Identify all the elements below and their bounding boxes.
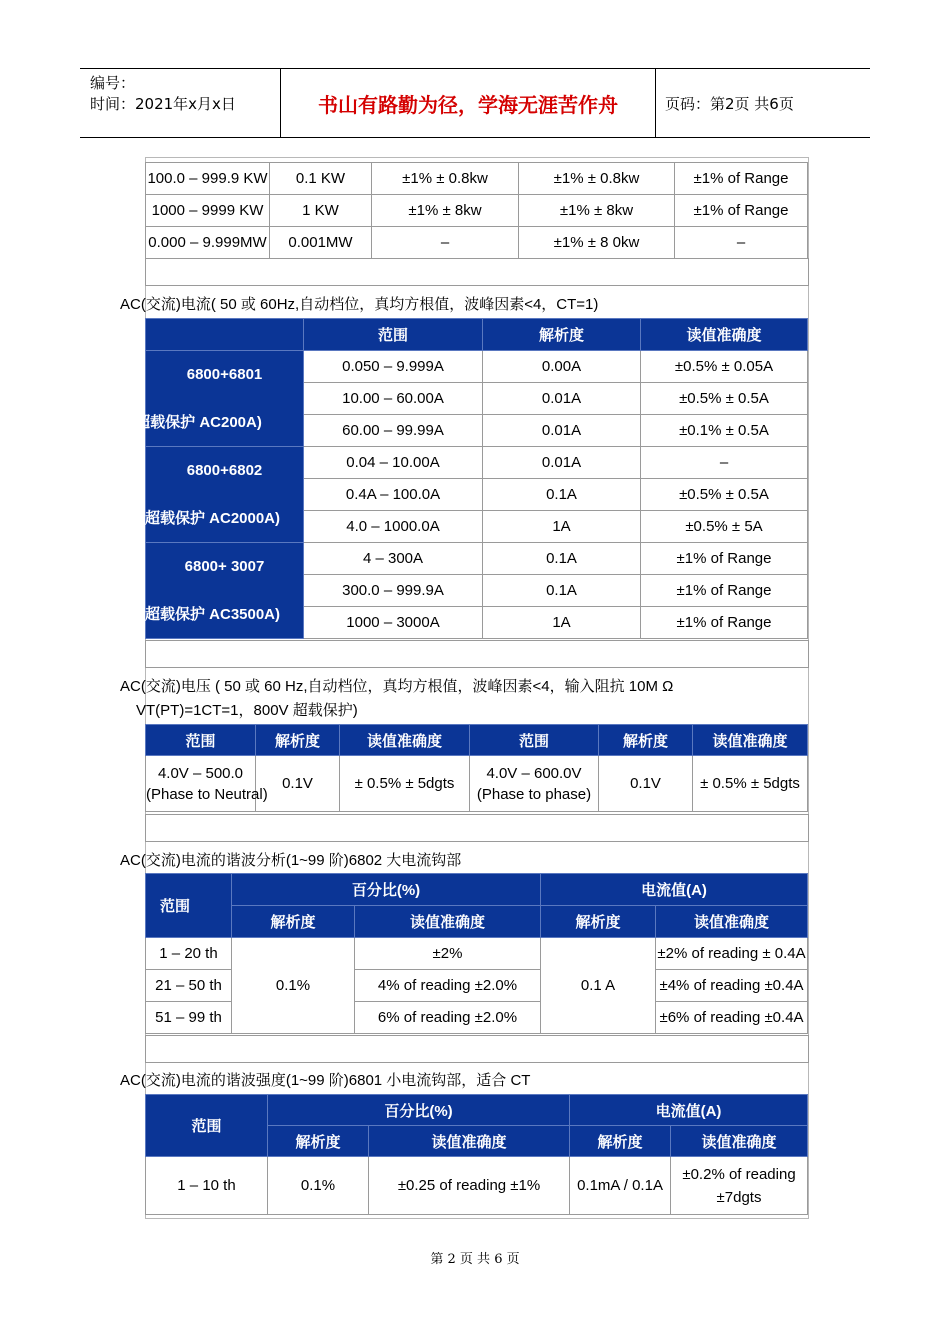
table-row (146, 543, 808, 575)
cell: 4.0 – 1000.0A (304, 511, 483, 543)
table-row (146, 163, 808, 195)
cell: 0.01A (483, 447, 641, 479)
header-cell: 读值准确度 (641, 319, 808, 351)
header-cell: 范围 (146, 874, 232, 938)
header-cell (146, 319, 304, 351)
harmonic-small-table (145, 1094, 808, 1215)
cell: ±1% of Range (675, 163, 808, 195)
date-label: 时间：2021年x月x日 (90, 95, 236, 113)
table-row (146, 756, 808, 812)
protection-label: 超载保护 AC2000A) (144, 509, 281, 527)
cell (470, 756, 599, 812)
cell: 51 – 99 th (146, 1002, 232, 1034)
spacer-row (145, 258, 809, 286)
header-cell: 解析度 (599, 725, 693, 756)
table-header-row (146, 874, 808, 906)
cell: ±0.5% ± 5A (641, 511, 808, 543)
cell: 1 KW (270, 195, 372, 227)
table-row (146, 938, 808, 970)
header-cell: 解析度 (232, 906, 355, 938)
header-cell: 解析度 (256, 725, 340, 756)
cell: 100.0 – 999.9 KW (146, 163, 270, 195)
header-cell: 电流值(A) (570, 1095, 808, 1126)
cell: 0.1V (256, 756, 340, 812)
cell: ±0.5% ± 0.5A (641, 383, 808, 415)
harmonic-large-table (145, 873, 808, 1034)
header-cell: 范围 (470, 725, 599, 756)
page-footer: 第 2 页 共 6 页 (430, 1252, 520, 1267)
ac-voltage-title-line2: VT(PT)=1CT=1，800V 超载保护) (136, 702, 358, 719)
cell: 1 – 20 th (146, 938, 232, 970)
cell: ±0.1% ± 0.5A (641, 415, 808, 447)
model-label: 6800+6802 (186, 461, 263, 479)
header-cell: 解析度 (483, 319, 641, 351)
header-meta (80, 69, 280, 137)
cell: ±0.5% ± 0.05A (641, 351, 808, 383)
cell: 21 – 50 th (146, 970, 232, 1002)
cell: ±0.25 of reading ±1% (369, 1157, 570, 1215)
cell: 0.04 – 10.00A (304, 447, 483, 479)
table-row (146, 1157, 808, 1215)
table-header-row (146, 725, 808, 756)
cell: 4 – 300A (304, 543, 483, 575)
cell: ±1% ± 8kw (519, 195, 675, 227)
header-cell: 范围 (146, 1095, 268, 1157)
header-cell: 读值准确度 (355, 906, 541, 938)
table-header-row (146, 319, 808, 351)
cell: 1A (483, 511, 641, 543)
cell: – (372, 227, 519, 259)
model-label-cell (135, 351, 304, 447)
header-cell: 范围 (304, 319, 483, 351)
header-cell: 百分比(%) (268, 1095, 570, 1126)
spacer-row (145, 640, 809, 668)
header-cell: 电流值(A) (541, 874, 808, 906)
cell: ±6% of reading ±0.4A (656, 1002, 808, 1034)
header-cell: 解析度 (268, 1126, 369, 1157)
power-table (145, 162, 808, 259)
cell: 0.1A (483, 575, 641, 607)
ac-current-table (135, 318, 808, 639)
cell: 6% of reading ±2.0% (355, 1002, 541, 1034)
cell: 1000 – 3000A (304, 607, 483, 639)
header-cell: 读值准确度 (340, 725, 470, 756)
cell: 60.00 – 99.99A (304, 415, 483, 447)
cell: 0.1% (232, 938, 355, 1034)
cell: 0.1A (483, 543, 641, 575)
accuracy-line: ±0.2% of reading (682, 1165, 796, 1183)
cell: ±2% of reading ± 0.4A (656, 938, 808, 970)
range-line: 4.0V – 500.0 (157, 764, 244, 782)
cell: 4% of reading ±2.0% (355, 970, 541, 1002)
spacer-row (145, 814, 809, 842)
cell: 1A (483, 607, 641, 639)
motto: 书山有路勤为径，学海无涯苦作舟 (280, 69, 656, 137)
cell: 0.050 – 9.999A (304, 351, 483, 383)
cell: 0.01A (483, 383, 641, 415)
cell: ±1% of Range (641, 607, 808, 639)
cell (146, 756, 268, 812)
cell: ±4% of reading ±0.4A (656, 970, 808, 1002)
cell: 1000 – 9999 KW (146, 195, 270, 227)
table-row (146, 227, 808, 259)
cell: 300.0 – 999.9A (304, 575, 483, 607)
page-header (80, 68, 870, 138)
harmonic-large-title: AC(交流)电流的谐波分析(1~99 阶)6802 大电流钩部 (120, 852, 462, 869)
ac-voltage-table (145, 724, 808, 812)
model-label-cell (146, 447, 304, 543)
table-row (146, 351, 808, 383)
header-cell: 解析度 (570, 1126, 671, 1157)
cell: – (641, 447, 808, 479)
table-header-row (146, 906, 808, 938)
cell: ± 0.5% ± 5dgts (340, 756, 470, 812)
cell: 1 – 10 th (146, 1157, 268, 1215)
range-line: 4.0V – 600.0V (486, 764, 582, 782)
model-label: 6800+ 3007 (184, 557, 265, 575)
cell: – (675, 227, 808, 259)
cell: 0.1V (599, 756, 693, 812)
header-cell: 范围 (146, 725, 256, 756)
cell: 0.1 A (541, 938, 656, 1034)
page-number-label: 页码：第2页 共6页 (665, 95, 794, 113)
cell: ±0.5% ± 0.5A (641, 479, 808, 511)
model-label: 6800+6801 (186, 365, 263, 383)
protection-label: 超载保护 AC3500A) (144, 605, 281, 623)
spacer-row (145, 1035, 809, 1063)
header-cell: 解析度 (541, 906, 656, 938)
cell: 0.4A – 100.0A (304, 479, 483, 511)
cell: ±1% ± 0.8kw (372, 163, 519, 195)
header-cell: 百分比(%) (232, 874, 541, 906)
cell (671, 1157, 808, 1215)
cell: 0.01A (483, 415, 641, 447)
cell: 0.00A (483, 351, 641, 383)
header-cell: 读值准确度 (671, 1126, 808, 1157)
table-row (146, 195, 808, 227)
ac-voltage-title-line1: AC(交流)电压 ( 50 或 60 Hz,自动档位，真均方根值，波峰因素<4，输入阻抗 10M Ω (120, 678, 674, 695)
header-cell: 读值准确度 (656, 906, 808, 938)
header-cell: 读值准确度 (369, 1126, 570, 1157)
cell: 10.00 – 60.00A (304, 383, 483, 415)
cell: 0.001MW (270, 227, 372, 259)
harmonic-small-title: AC(交流)电流的谐波强度(1~99 阶)6801 小电流钩部，适合 CT (120, 1072, 531, 1089)
cell: ±1% of Range (641, 575, 808, 607)
cell: ±2% (355, 938, 541, 970)
table-header-row (146, 1095, 808, 1126)
range-line: (Phase to Neutral) (146, 785, 268, 803)
cell: ±1% ± 0.8kw (519, 163, 675, 195)
cell: 0.000 – 9.999MW (146, 227, 270, 259)
cell: 0.1% (268, 1157, 369, 1215)
cell: ± 0.5% ± 5dgts (693, 756, 808, 812)
cell: 0.1 KW (270, 163, 372, 195)
range-line: (Phase to phase) (476, 785, 592, 803)
protection-label: 超载保护 AC200A) (135, 413, 262, 431)
cell: ±1% ± 8kw (372, 195, 519, 227)
number-label: 编号： (90, 74, 136, 92)
cell: ±1% ± 8 0kw (519, 227, 675, 259)
cell: ±1% of Range (675, 195, 808, 227)
cell: 0.1mA / 0.1A (570, 1157, 671, 1215)
accuracy-line: ±7dgts (716, 1188, 762, 1206)
ac-current-title: AC(交流)电流( 50 或 60Hz,自动档位，真均方根值，波峰因素<4，CT=1) (120, 296, 599, 313)
header-cell: 读值准确度 (693, 725, 808, 756)
table-row (146, 447, 808, 479)
model-label-cell (146, 543, 304, 639)
cell: ±1% of Range (641, 543, 808, 575)
cell: 0.1A (483, 479, 641, 511)
